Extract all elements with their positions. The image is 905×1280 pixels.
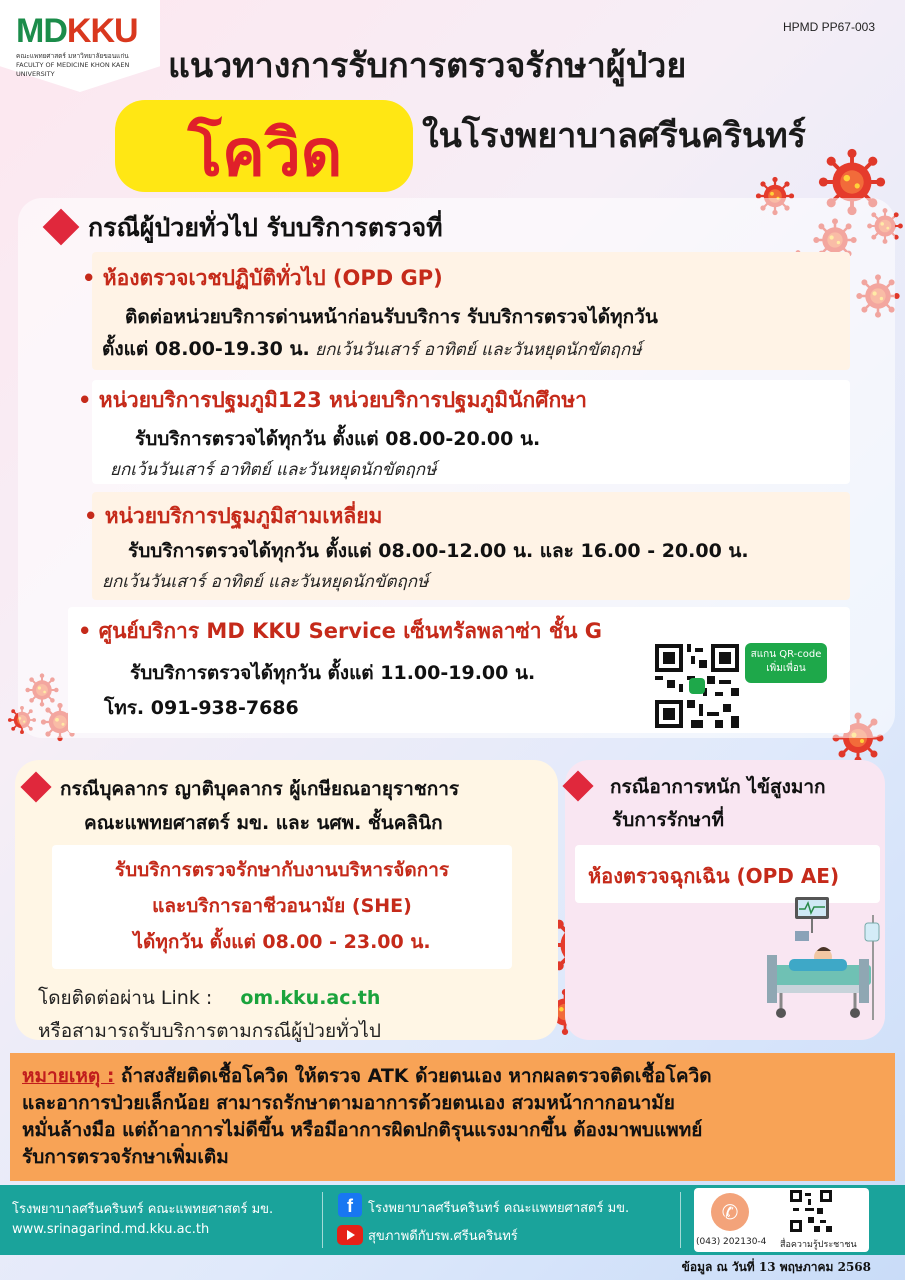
data-date: ข้อมูล ณ วันที่ 13 พฤษภาคม 2568 — [681, 1260, 871, 1274]
document-code: HPMD PP67-003 — [782, 20, 875, 34]
general-heading: กรณีผู้ป่วยทั่วไป รับบริการตรวจที่ — [88, 213, 443, 242]
footer-divider — [322, 1192, 323, 1248]
qr-add-friend-badge: สแกน QR-code เพิ่มเพื่อน — [745, 643, 827, 683]
service-line: รับบริการตรวจได้ทุกวัน ตั้งแต่ 11.00-19.00 น. — [130, 662, 536, 684]
staff-heading-line2: คณะแพทยศาสตร์ มข. และ นศพ. ชั้นคลินิก — [84, 812, 443, 834]
mdkku-logo: MDKKU — [16, 12, 138, 50]
footer-pr: สื่อความรู้ประชาชน — [780, 1240, 857, 1250]
service-hours: ตั้งแต่ 08.00-19.30 น. ยกเว้นวันเสาร์ อาทิตย์ และวันหยุดนักขัตฤกษ์ — [102, 338, 642, 360]
phone-icon: ✆ — [711, 1193, 749, 1231]
severe-heading-line2: รับการรักษาที่ — [612, 809, 725, 831]
service-title: • ห้องตรวจเวชปฏิบัติทั่วไป (OPD GP) — [82, 266, 443, 290]
service-title: • หน่วยบริการปฐมภูมิสามเหลี่ยม — [84, 504, 383, 528]
facebook-icon[interactable]: f — [338, 1193, 362, 1217]
hospital-bed-illustration — [755, 895, 885, 1030]
she-line: รับบริการตรวจรักษากับงานบริหารจัดการ — [114, 859, 450, 881]
youtube-icon[interactable] — [337, 1225, 363, 1245]
link-row: โดยติดต่อผ่าน Link : om.kku.ac.th — [38, 987, 381, 1009]
page-title-line1: แนวทางการรับการตรวจรักษาผู้ป่วย — [168, 46, 687, 86]
service-phone: โทร. 091-938-7686 — [104, 697, 299, 719]
she-line: และบริการอาชีวอนามัย (SHE) — [152, 895, 412, 917]
alt-service-line: หรือสามารถรับบริการตามกรณีผู้ป่วยทั่วไป — [38, 1020, 381, 1042]
service-line: รับบริการตรวจได้ทุกวัน ตั้งแต่ 08.00-20.00 น. — [135, 428, 541, 450]
severe-heading-line1: กรณีอาการหนัก ไข้สูงมาก — [610, 776, 826, 798]
footer-website[interactable]: www.srinagarind.md.kku.ac.th — [12, 1222, 210, 1237]
om-kku-link[interactable]: om.kku.ac.th — [240, 987, 381, 1009]
service-line: รับบริการตรวจได้ทุกวัน ตั้งแต่ 08.00-12.00 น. และ 16.00 - 20.00 น. — [128, 540, 749, 562]
service-exception: ยกเว้นวันเสาร์ อาทิตย์ และวันหยุดนักขัตฤกษ์ — [110, 460, 437, 480]
staff-heading-line1: กรณีบุคลากร ญาติบุคลากร ผู้เกษียณอายุราชการ — [60, 778, 460, 800]
service-title: • ศูนย์บริการ MD KKU Service เซ็นทรัลพลาซ่า ชั้น G — [78, 619, 603, 643]
footer-facebook[interactable]: โรงพยาบาลศรีนครินทร์ คณะแพทยศาสตร์ มข. — [368, 1201, 630, 1216]
note-label: หมายเหตุ : — [22, 1065, 115, 1087]
footer-qr-code[interactable] — [790, 1190, 832, 1232]
service-exception: ยกเว้นวันเสาร์ อาทิตย์ และวันหยุดนักขัตฤกษ์ — [102, 572, 429, 592]
note-text: หมายเหตุ : ถ้าสงสัยติดเชื้อโควิด ให้ตรวจ ATK ด้วยตนเอง หากผลตรวจติดเชื้อโควิด และอาการป่วยเล็กน้อย สามารถรักษาตามอาการด้วยตนเอง สวมหน้ากากอนามัย หมั่นล้างมือ แต่ถ้าอาการไม่ดีขึ้น หรือมีอาการผิดปกติรุนแรงมากขึ้น ต้องมาพบแพทย์ รับการตรวจรักษาเพิ่มเติม — [22, 1065, 712, 1168]
service-line: ติดต่อหน่วยบริการด่านหน้าก่อนรับบริการ รับบริการตรวจได้ทุกวัน — [125, 306, 658, 328]
footer-youtube[interactable]: สุขภาพดีกับรพ.ศรีนครินทร์ — [368, 1229, 518, 1244]
covid-title: โควิด — [187, 117, 343, 191]
line-qr-code[interactable] — [655, 644, 739, 728]
footer-phone: (043) 202130-4 — [696, 1237, 767, 1247]
emergency-room: ห้องตรวจฉุกเฉิน (OPD AE) — [588, 864, 840, 888]
service-title: • หน่วยบริการปฐมภูมิ123 หน่วยบริการปฐมภูมินักศึกษา — [78, 388, 587, 412]
page-title-line2: ในโรงพยาบาลศรีนครินทร์ — [422, 116, 806, 156]
logo-subtitle: คณะแพทยศาสตร์ มหาวิทยาลัยขอนแก่น FACULTY OF MEDICINE KHON KAEN UNIVERSITY — [16, 52, 130, 78]
footer-org: โรงพยาบาลศรีนครินทร์ คณะแพทยศาสตร์ มข. — [12, 1202, 274, 1217]
footer-divider — [680, 1192, 681, 1248]
she-hours: ได้ทุกวัน ตั้งแต่ 08.00 - 23.00 น. — [133, 931, 431, 953]
